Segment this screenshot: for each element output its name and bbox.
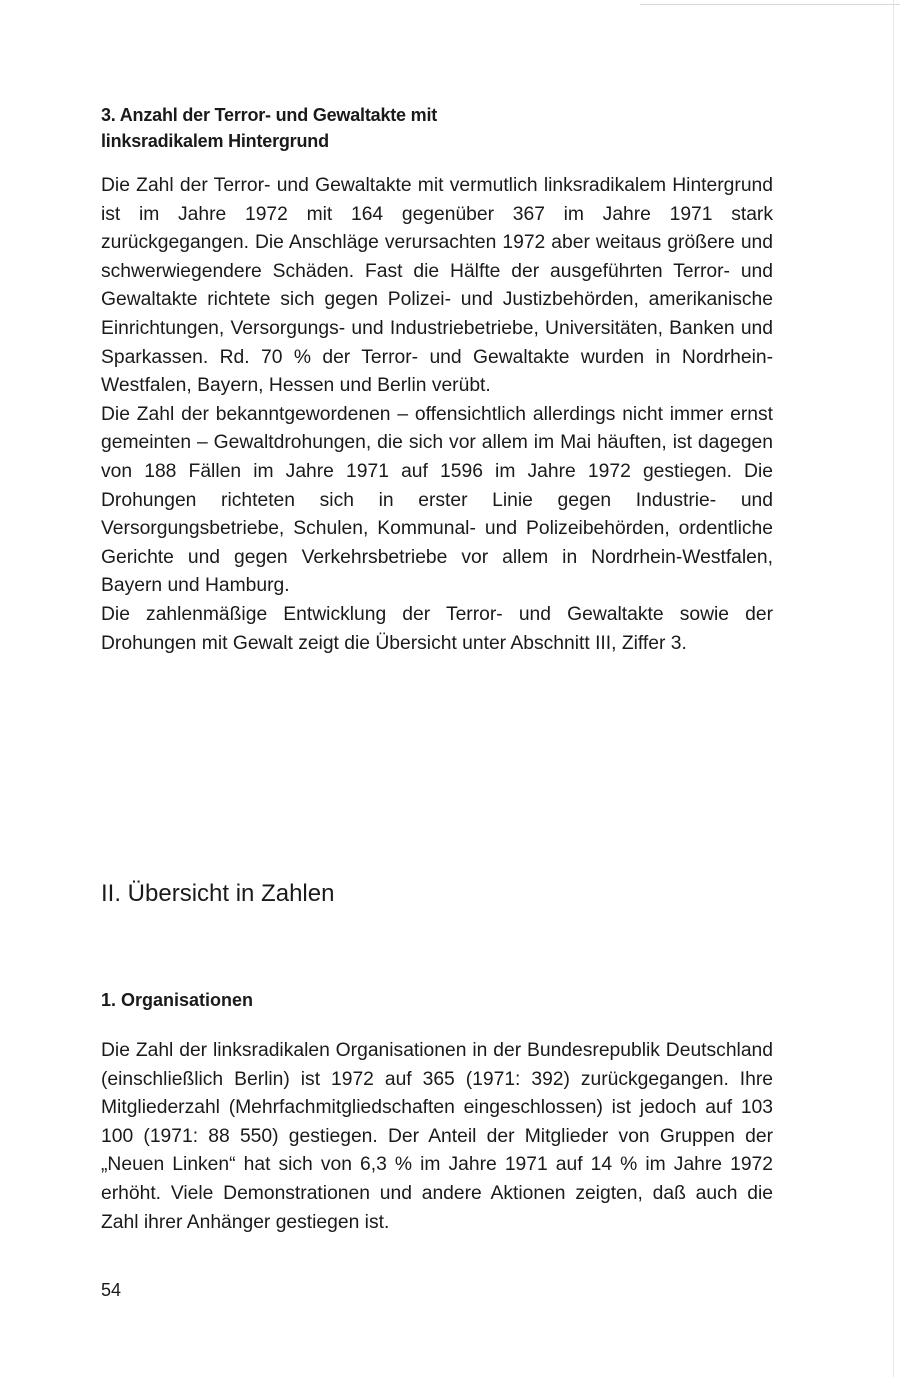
page-number: 54: [101, 1280, 122, 1300]
section-3-paragraph-3: Die zahlenmäßige Entwicklung der Terror- und Gewaltakte sowie der Drohungen mit Gewalt zeigt die Übersicht unter Abschnitt III, Ziffer 3.: [101, 603, 773, 654]
section-3-heading-line-1: 3. Anzahl der Terror- und Gewaltakte mit: [101, 105, 438, 125]
section-3-paragraph-1: Die Zahl der Terror- und Gewaltakte mit vermutlich linksradikalem Hintergrund ist im Jahre 1972 mit 164 gegenüber 367 im Jahre 1971 stark zurückgegangen. Die Anschläge verursachten 1972 aber weitaus größere und schwerwiegendere Schäden. Fast die Hälfte der ausgeführten Terror- und Gewaltakte richtete sich gegen Polizei- und Justizbehörden, amerikanische Einrichtungen, Versorgungs- und Industriebetriebe, Universitäten, Banken und Sparkassen. Rd. 70 % der Terror- und Gewaltakte wurden in Nordrhein-Westfalen, Bayern, Hessen und Berlin verübt.: [101, 175, 773, 397]
section-1-heading: 1. Organisationen: [101, 990, 254, 1010]
section-1-body: [101, 1037, 773, 1237]
section-3-heading-line-2: linksradikalem Hintergrund: [101, 131, 329, 151]
page-edge-top: [640, 4, 900, 5]
page-edge-right: [893, 0, 894, 1377]
section-1-paragraph: Die Zahl der linksradikalen Organisationen in der Bundesrepublik Deutschland (einschließlich Berlin) ist 1972 auf 365 (1971: 392) zurückgegangen. Ihre Mitgliederzahl (Mehrfachmitgliedschaften eingeschlossen) ist jedoch auf 103 100 (1971: 88 550) gestiegen. Der Anteil der Mitglieder von Gruppen der „Neuen Linken“ hat sich von 6,3 % im Jahre 1971 auf 14 % im Jahre 1972 erhöht. Viele Demonstrationen und andere Aktionen zeigten, daß auch die Zahl ihrer Anhänger gestiegen ist.: [101, 1040, 773, 1233]
chapter-title: II. Übersicht in Zahlen: [101, 880, 335, 907]
section-3-heading: [101, 102, 437, 154]
section-3-body: [101, 172, 773, 658]
section-3-paragraph-2: Die Zahl der bekanntgewordenen – offensichtlich allerdings nicht immer ernst gemeinten – Gewaltdrohungen, die sich vor allem im Mai häuften, ist dagegen von 188 Fällen im Jahre 1971 auf 1596 im Jahre 1972 gestiegen. Die Drohungen richteten sich in erster Linie gegen Industrie- und Versorgungsbetriebe, Schulen, Kommunal- und Polizeibehörden, ordentliche Gerichte und gegen Verkehrsbetriebe vor allem in Nordrhein-Westfalen, Bayern und Hamburg.: [101, 403, 773, 597]
